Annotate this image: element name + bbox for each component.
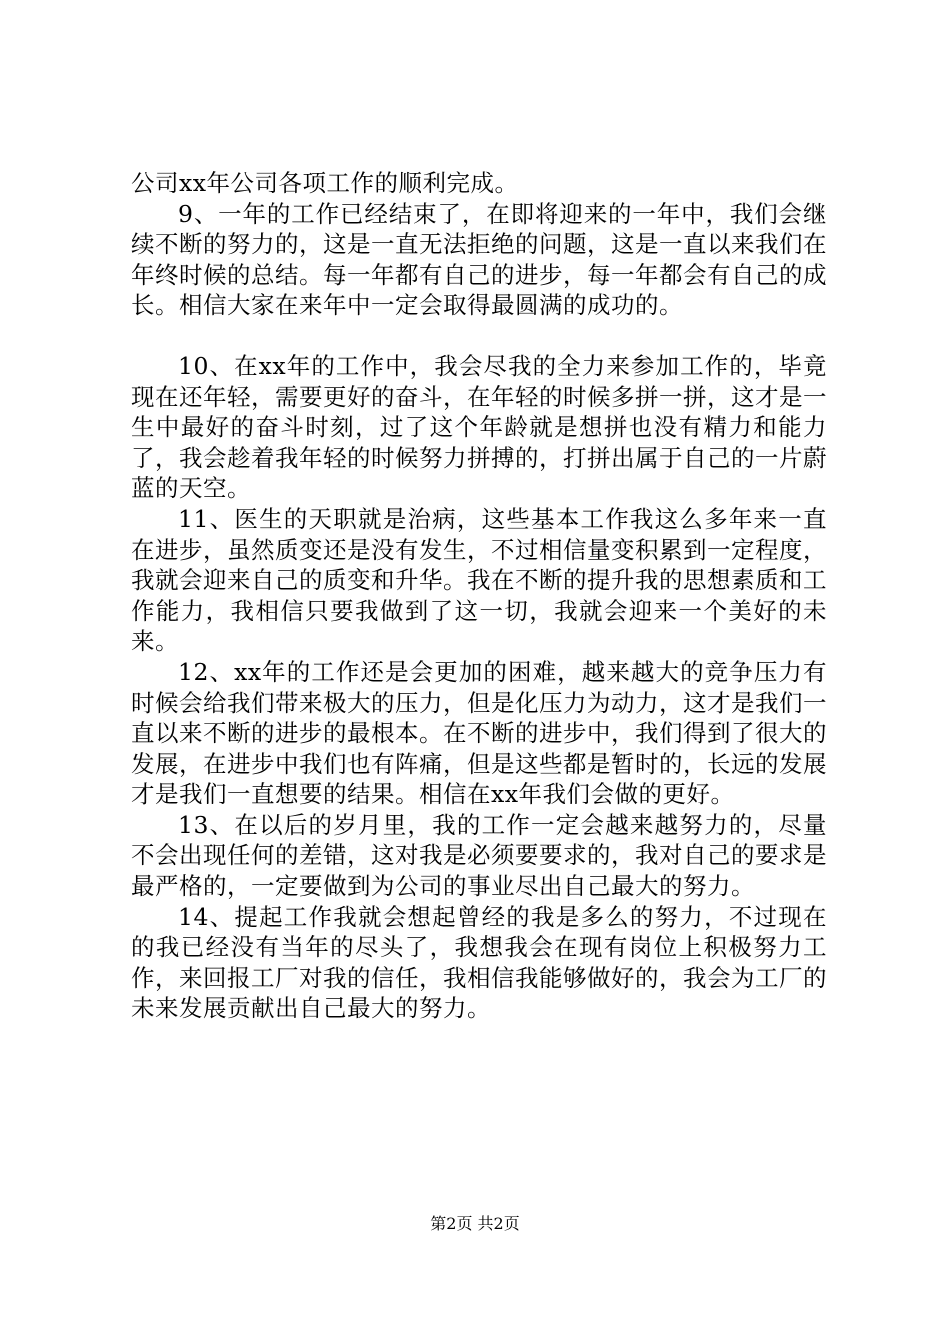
page-number-label: 第2页 共2页 [430,1214,520,1233]
paragraph-12: 12、xx年的工作还是会更加的困难，越来越大的竞争压力有时候会给我们带来极大的压力，但是化压力为动力，这才是我们一直以来不断的进步的最根本。在不断的进步中，我们得到了很大的发展，在进步中我们也有阵痛，但是这些都是暂时的，长远的发展才是我们一直想要的结果。相信在xx年我们会做的更好。 [131,657,827,809]
document-body [131,168,827,1024]
paragraph-continued: 公司xx年公司各项工作的顺利完成。 [131,169,519,197]
paragraph-13: 13、在以后的岁月里，我的工作一定会越来越努力的，尽量不会出现任何的差错，这对我是必须要要求的，我对自己的要求是最严格的，一定要做到为公司的事业尽出自己最大的努力。 [131,810,827,901]
paragraph-14: 14、提起工作我就会想起曾经的我是多么的努力，不过现在的我已经没有当年的尽头了，我想我会在现有岗位上积极努力工作，来回报工厂对我的信任，我相信我能够做好的，我会为工厂的未来发展贡献出自己最大的努力。 [131,902,827,1023]
paragraph-11: 11、医生的天职就是治病，这些基本工作我这么多年来一直在进步，虽然质变还是没有发生，不过相信量变积累到一定程度，我就会迎来自己的质变和升华。我在不断的提升我的思想素质和工作能力，我相信只要我做到了这一切，我就会迎来一个美好的未来。 [131,504,827,656]
paragraph-9: 9、一年的工作已经结束了，在即将迎来的一年中，我们会继续不断的努力的，这是一直无法拒绝的问题，这是一直以来我们在年终时候的总结。每一年都有自己的进步，每一年都会有自己的成长。相信大家在来年中一定会取得最圆满的成功的。 [131,199,827,320]
page-footer [0,1214,950,1234]
paragraph-10: 10、在xx年的工作中，我会尽我的全力来参加工作的，毕竟现在还年轻，需要更好的奋斗，在年轻的时候多拼一拼，这才是一生中最好的奋斗时刻，过了这个年龄就是想拼也没有精力和能力了，我会趁着我年轻的时候努力拼搏的，打拼出属于自己的一片蔚蓝的天空。 [131,351,827,503]
